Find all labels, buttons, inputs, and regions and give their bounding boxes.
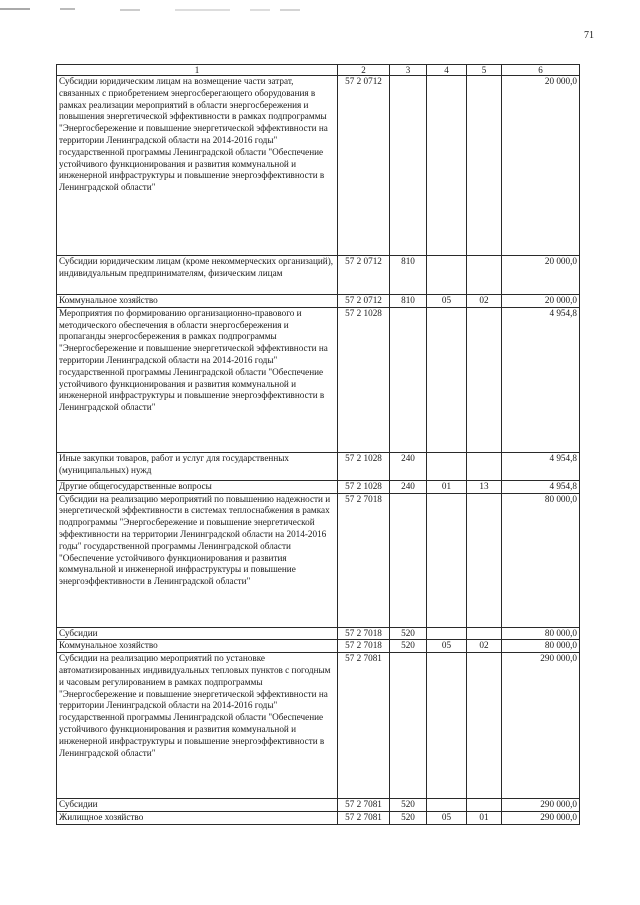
row-name: Коммунальное хозяйство: [57, 295, 338, 308]
row-target-code: 57 2 1028: [338, 307, 390, 452]
row-section: 05: [427, 640, 467, 653]
row-expense-type: 520: [390, 799, 427, 812]
row-expense-type: [390, 653, 427, 799]
budget-table: [56, 64, 580, 825]
table-row: [57, 452, 580, 480]
row-section: [427, 307, 467, 452]
page-number: 71: [584, 30, 594, 41]
row-name: Субсидии юридическим лицам (кроме некоммерческих организаций), индивидуальным предпринимателям, физическим лицам: [57, 256, 338, 295]
row-target-code: 57 2 0712: [338, 256, 390, 295]
header-cell: 3: [390, 65, 427, 76]
row-subsection: [467, 799, 502, 812]
row-amount: 4 954,8: [502, 307, 580, 452]
row-amount: 80 000,0: [502, 640, 580, 653]
table-row: [57, 256, 580, 295]
row-subsection: 02: [467, 295, 502, 308]
row-section: [427, 653, 467, 799]
row-amount: 20 000,0: [502, 295, 580, 308]
row-target-code: 57 2 1028: [338, 452, 390, 480]
row-target-code: 57 2 7081: [338, 811, 390, 824]
header-cell: 4: [427, 65, 467, 76]
row-name: Другие общегосударственные вопросы: [57, 480, 338, 493]
row-target-code: 57 2 7081: [338, 653, 390, 799]
row-amount: 80 000,0: [502, 493, 580, 627]
row-target-code: 57 2 0712: [338, 76, 390, 256]
row-target-code: 57 2 7018: [338, 640, 390, 653]
row-name: Субсидии на реализацию мероприятий по повышению надежности и энергетической эффективности в системах теплоснабжения в рамках подпрограммы "Энергосбережение и повышение энергетической эффективности на территории Ленинградской области на 2014-2016 годы" государственной программы Ленинградской области "Обеспечение устойчивого функционирования и развития коммунальной и инженерной инфраструктуры и повышение энергоэффективности в Ленинградской области": [57, 493, 338, 627]
row-name: Субсидии: [57, 627, 338, 640]
table-row: [57, 799, 580, 812]
table-row: [57, 76, 580, 256]
row-expense-type: 240: [390, 480, 427, 493]
row-section: [427, 493, 467, 627]
row-subsection: 13: [467, 480, 502, 493]
row-subsection: [467, 307, 502, 452]
row-name: Жилищное хозяйство: [57, 811, 338, 824]
row-expense-type: [390, 76, 427, 256]
row-name: Субсидии юридическим лицам на возмещение части затрат, связанных с приобретением энергосберегающего оборудования в рамках реализации мероприятий в области энергосбережения и повышения энергетической эффективности в рамках подпрограммы "Энергосбережение и повышение энергетической эффективности на территории Ленинградской области на 2014-2016 годы" государственной программы Ленинградской области "Обеспечение устойчивого функционирования и развития коммунальной и инженерной инфраструктуры и повышение энергоэффективности в Ленинградской области": [57, 76, 338, 256]
row-amount: 20 000,0: [502, 76, 580, 256]
row-name: Субсидии на реализацию мероприятий по установке автоматизированных индивидуальных тепловых пунктов с погодным и часовым регулированием в рамках подпрограммы "Энергосбережение и повышение энергетической эффективности на территории Ленинградской области на 2014-2016 годы" государственной программы Ленинградской области "Обеспечение устойчивого функционирования и развития коммунальной и инженерной инфраструктуры и повышение энергоэффективности в Ленинградской области": [57, 653, 338, 799]
row-expense-type: 520: [390, 627, 427, 640]
row-amount: 290 000,0: [502, 653, 580, 799]
row-name: Субсидии: [57, 799, 338, 812]
row-subsection: 01: [467, 811, 502, 824]
header-cell: 5: [467, 65, 502, 76]
row-name: Мероприятия по формированию организационно-правового и методического обеспечения в области энергосбережения и пропаганды энергосбережения в рамках подпрограммы "Энергосбережение и повышение энергетической эффективности на территории Ленинградской области на 2014-2016 годы" государственной программы Ленинградской области "Обеспечение устойчивого функционирования и развития коммунальной и инженерной инфраструктуры и повышение энергоэффективности в Ленинградской области": [57, 307, 338, 452]
table-row: [57, 640, 580, 653]
table-row: [57, 307, 580, 452]
row-amount: 4 954,8: [502, 480, 580, 493]
row-subsection: [467, 452, 502, 480]
row-subsection: [467, 653, 502, 799]
row-section: [427, 627, 467, 640]
row-target-code: 57 2 0712: [338, 295, 390, 308]
row-name: Иные закупки товаров, работ и услуг для государственных (муниципальных) нужд: [57, 452, 338, 480]
row-amount: 4 954,8: [502, 452, 580, 480]
row-target-code: 57 2 1028: [338, 480, 390, 493]
row-amount: 80 000,0: [502, 627, 580, 640]
row-expense-type: 810: [390, 256, 427, 295]
header-row: [57, 65, 580, 76]
row-section: [427, 799, 467, 812]
header-cell: 6: [502, 65, 580, 76]
row-target-code: 57 2 7018: [338, 493, 390, 627]
header-cell: 1: [57, 65, 338, 76]
row-subsection: [467, 627, 502, 640]
row-section: 01: [427, 480, 467, 493]
table-row: [57, 480, 580, 493]
table-row: [57, 653, 580, 799]
row-section: 05: [427, 295, 467, 308]
row-expense-type: 810: [390, 295, 427, 308]
row-subsection: [467, 76, 502, 256]
row-expense-type: 240: [390, 452, 427, 480]
row-expense-type: 520: [390, 640, 427, 653]
row-subsection: [467, 493, 502, 627]
table-row: [57, 811, 580, 824]
row-target-code: 57 2 7018: [338, 627, 390, 640]
row-expense-type: 520: [390, 811, 427, 824]
row-subsection: [467, 256, 502, 295]
row-amount: 290 000,0: [502, 811, 580, 824]
row-section: [427, 76, 467, 256]
table-row: [57, 295, 580, 308]
table-row: [57, 493, 580, 627]
row-expense-type: [390, 307, 427, 452]
row-amount: 290 000,0: [502, 799, 580, 812]
row-subsection: 02: [467, 640, 502, 653]
row-target-code: 57 2 7081: [338, 799, 390, 812]
row-section: 05: [427, 811, 467, 824]
row-name: Коммунальное хозяйство: [57, 640, 338, 653]
scan-artifact-marks: [0, 0, 640, 14]
table-row: [57, 627, 580, 640]
row-expense-type: [390, 493, 427, 627]
header-cell: 2: [338, 65, 390, 76]
row-section: [427, 256, 467, 295]
row-amount: 20 000,0: [502, 256, 580, 295]
row-section: [427, 452, 467, 480]
